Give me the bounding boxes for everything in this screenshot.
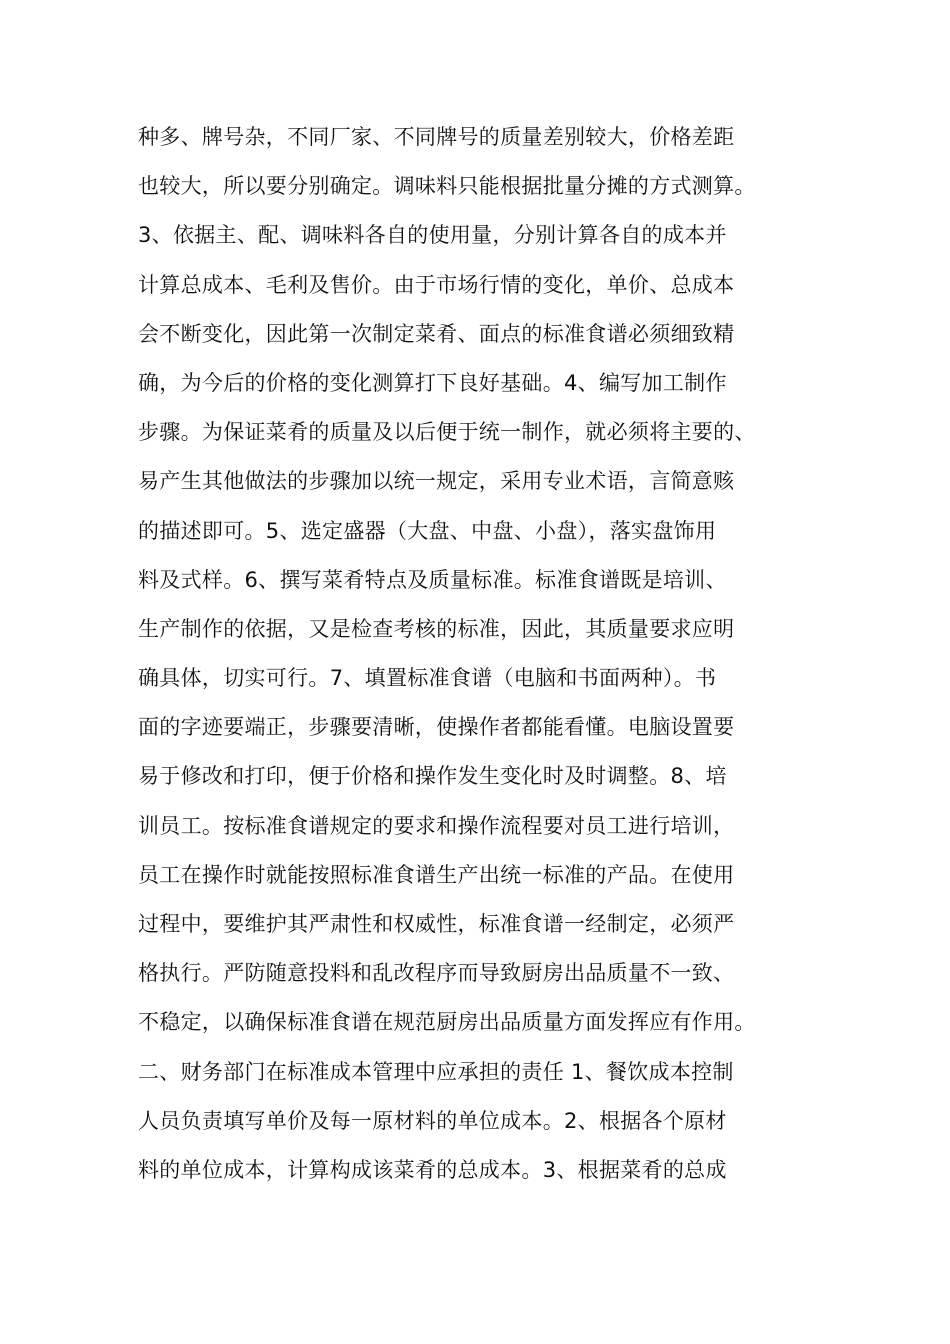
text-line: 计算总成本、毛利及售价。由于市场行情的变化，单价、总成本 — [138, 272, 735, 297]
text-line: 确，为今后的价格的变化测算打下良好基础。4、编写加工制作 — [138, 370, 727, 395]
text-line: 人员负责填写单价及每一原材料的单位成本。2、根据各个原材 — [138, 1108, 727, 1133]
text-line: 易产生其他做法的步骤加以统一规定，采用专业术语，言简意赅 — [138, 469, 735, 494]
text-line: 确具体，切实可行。7、填置标准食谱（电脑和书面两种）。书 — [138, 666, 717, 691]
text-line: 会不断变化，因此第一次制定菜肴、面点的标准食谱必须细致精 — [138, 321, 735, 346]
text-line: 3、依据主、配、调味料各自的使用量，分别计算各自的成本并 — [138, 223, 727, 248]
text-line: 也较大，所以要分别确定。调味料只能根据批量分摊的方式测算。 — [138, 174, 756, 199]
text-line: 的描述即可。5、选定盛器（大盘、中盘、小盘），落实盘饰用 — [138, 518, 717, 543]
body-text — [138, 113, 828, 1195]
text-line: 格执行。严防随意投料和乱改程序而导致厨房出品质量不一致、 — [138, 961, 735, 986]
text-line: 种多、牌号杂，不同厂家、不同牌号的质量差别较大，价格差距 — [138, 125, 735, 149]
text-line: 易于修改和打印，便于价格和操作发生变化时及时调整。8、培 — [138, 764, 727, 789]
text-line: 生产制作的依据，又是检查考核的标准，因此，其质量要求应明 — [138, 616, 735, 641]
text-line: 面的字迹要端正，步骤要清晰，使操作者都能看懂。电脑设置要 — [138, 715, 735, 740]
text-line: 二、财务部门在标准成本管理中应承担的责任 1、餐饮成本控制 — [138, 1059, 734, 1084]
text-line: 员工在操作时就能按照标准食谱生产出统一标准的产品。在使用 — [138, 862, 735, 887]
text-line: 训员工。按标准食谱规定的要求和操作流程要对员工进行培训， — [138, 813, 735, 838]
text-line: 料及式样。6、撰写菜肴特点及质量标准。标准食谱既是培训、 — [138, 567, 727, 592]
text-line: 步骤。为保证菜肴的质量及以后便于统一制作，就必须将主要的、 — [138, 420, 756, 445]
text-line: 料的单位成本，计算构成该菜肴的总成本。3、根据菜肴的总成 — [138, 1157, 727, 1182]
text-line: 不稳定，以确保标准食谱在规范厨房出品质量方面发挥应有作用。 — [138, 1010, 756, 1035]
text-line: 过程中，要维护其严肃性和权威性，标准食谱一经制定，必须严 — [138, 912, 735, 936]
